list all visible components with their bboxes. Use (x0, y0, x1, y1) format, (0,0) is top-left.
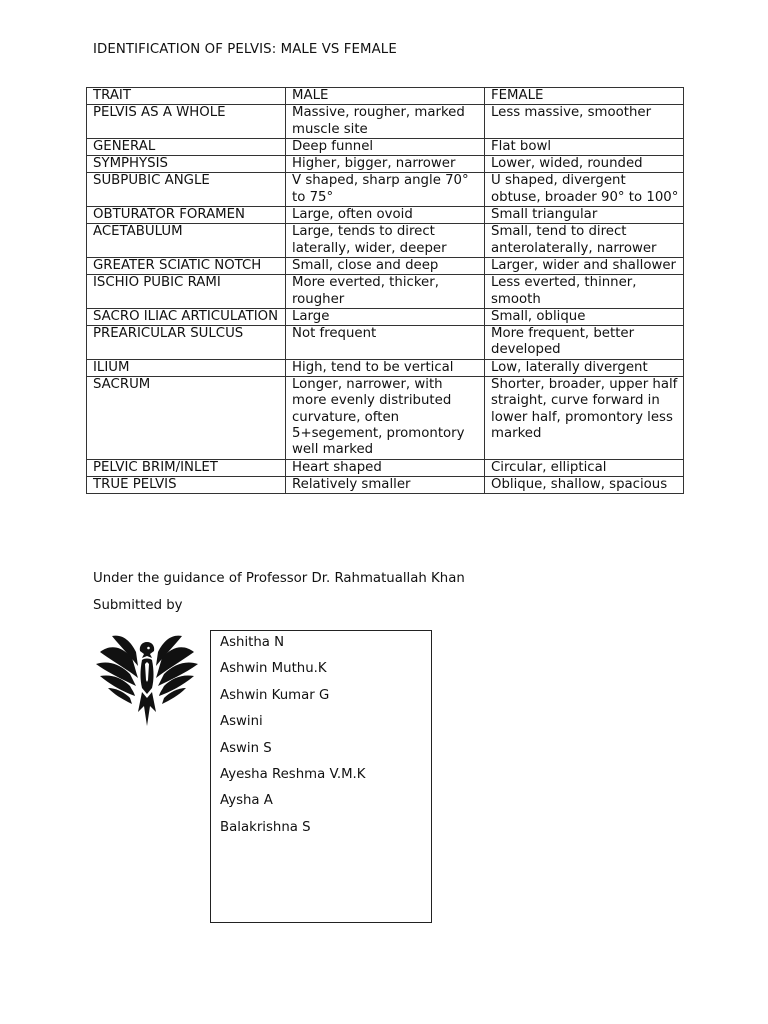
female-cell: More frequent, better developed (485, 326, 684, 360)
female-cell: Larger, wider and shallower (485, 257, 684, 274)
table-row (87, 224, 684, 258)
male-cell: Relatively smaller (286, 476, 485, 493)
table-row (87, 459, 684, 476)
trait-cell: PREARICULAR SULCUS (87, 326, 286, 360)
female-cell: Less everted, thinner, smooth (485, 275, 684, 309)
guidance-text: Under the guidance of Professor Dr. Rahmatuallah Khan (93, 571, 465, 586)
trait-cell: GREATER SCIATIC NOTCH (87, 257, 286, 274)
male-cell: Large, often ovoid (286, 207, 485, 224)
female-cell: Flat bowl (485, 138, 684, 155)
table-row (87, 326, 684, 360)
table-row (87, 377, 684, 459)
male-cell: Large, tends to direct laterally, wider, deeper (286, 224, 485, 258)
trait-cell: OBTURATOR FORAMEN (87, 207, 286, 224)
male-cell: High, tend to be vertical (286, 359, 485, 376)
trait-cell: SYMPHYSIS (87, 156, 286, 173)
trait-cell: ACETABULUM (87, 224, 286, 258)
submitter-name: Ayesha Reshma V.M.K (220, 766, 366, 782)
pelvis-comparison-table (86, 87, 684, 494)
female-cell: Shorter, broader, upper half straight, curve forward in lower half, promontory less marked (485, 377, 684, 459)
trait-cell: ILIUM (87, 359, 286, 376)
trait-cell: GENERAL (87, 138, 286, 155)
trait-cell: SACRUM (87, 377, 286, 459)
trait-cell: PELVIS AS A WHOLE (87, 105, 286, 139)
table-row (87, 308, 684, 325)
male-cell: Massive, rougher, marked muscle site (286, 105, 485, 139)
male-cell: Deep funnel (286, 138, 485, 155)
female-cell: Small triangular (485, 207, 684, 224)
male-cell: Small, close and deep (286, 257, 485, 274)
table-body (87, 105, 684, 494)
female-cell: Circular, elliptical (485, 459, 684, 476)
trait-cell: PELVIC BRIM/INLET (87, 459, 286, 476)
trait-cell: TRUE PELVIS (87, 476, 286, 493)
phoenix-icon (92, 622, 202, 730)
submitter-name: Aswini (220, 714, 263, 730)
table-row (87, 173, 684, 207)
male-cell: Not frequent (286, 326, 485, 360)
submitter-name: Balakrishna S (220, 819, 311, 835)
submitter-name: Aswin S (220, 740, 272, 756)
document-title: IDENTIFICATION OF PELVIS: MALE VS FEMALE (93, 42, 397, 57)
table-row (87, 105, 684, 139)
female-cell: U shaped, divergent obtuse, broader 90° to 100° (485, 173, 684, 207)
female-cell: Small, oblique (485, 308, 684, 325)
male-cell: More everted, thicker, rougher (286, 275, 485, 309)
table-row (87, 138, 684, 155)
submitted-by-names-box (210, 630, 432, 923)
table-row (87, 275, 684, 309)
header-male: MALE (286, 88, 485, 105)
table-header-row (87, 88, 684, 105)
submitted-by-label: Submitted by (93, 598, 183, 613)
header-female: FEMALE (485, 88, 684, 105)
male-cell: V shaped, sharp angle 70° to 75° (286, 173, 485, 207)
female-cell: Low, laterally divergent (485, 359, 684, 376)
submitter-name: Ashwin Muthu.K (220, 661, 327, 677)
header-trait: TRAIT (87, 88, 286, 105)
male-cell: Higher, bigger, narrower (286, 156, 485, 173)
trait-cell: ISCHIO PUBIC RAMI (87, 275, 286, 309)
submitter-name: Ashitha N (220, 635, 285, 650)
table-row (87, 476, 684, 493)
male-cell: Heart shaped (286, 459, 485, 476)
table-row (87, 359, 684, 376)
table-row (87, 207, 684, 224)
trait-cell: SUBPUBIC ANGLE (87, 173, 286, 207)
table-row (87, 257, 684, 274)
female-cell: Small, tend to direct anterolaterally, narrower (485, 224, 684, 258)
names-list (220, 633, 431, 844)
male-cell: Longer, narrower, with more evenly distributed curvature, often 5+segement, promontory well marked (286, 377, 485, 459)
trait-cell: SACRO ILIAC ARTICULATION (87, 308, 286, 325)
submitter-name: Ashwin Kumar G (220, 687, 330, 703)
submitter-name: Aysha A (220, 793, 273, 809)
female-cell: Lower, wided, rounded (485, 156, 684, 173)
male-cell: Large (286, 308, 485, 325)
female-cell: Oblique, shallow, spacious (485, 476, 684, 493)
female-cell: Less massive, smoother (485, 105, 684, 139)
table-row (87, 156, 684, 173)
